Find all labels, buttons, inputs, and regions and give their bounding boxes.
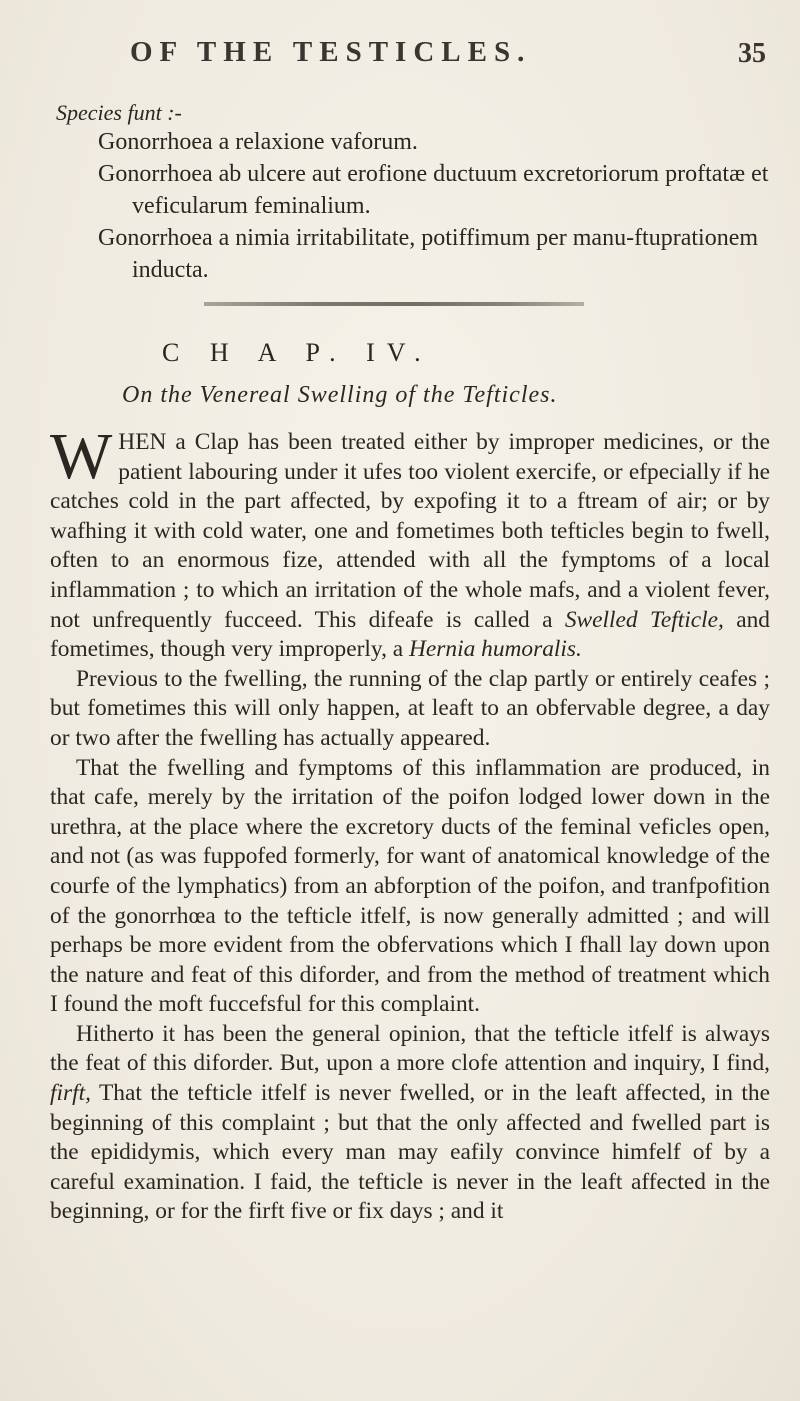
italic-term: firft, [50,1080,91,1107]
italic-term: Swelled Tefticle, [564,606,724,633]
ornamental-rule [204,302,584,306]
list-item: Gonorrhoea a nimia irritabilitate, potiffimum per manu-ftuprationem inducta. [98,225,759,283]
italic-term: Hernia humoralis. [409,636,582,663]
list-item: Gonorrhoea ab ulcere aut erofione ductuum excretoriorum proftatæ et veficularum feminalium. [98,161,769,219]
species-heading: Species funt :- [56,100,182,125]
chapter-title: On the Venereal Swelling of the Tefticles. [122,382,558,408]
paragraph-text: Hitherto it has been the general opinion, that the tefticle itfelf is always the feat of this diforder. But, upon a more clofe attention and inquiry, I find, [50,1020,770,1077]
body-text [50,420,770,1227]
paragraph-text: That the tefticle itfelf is never fwelled, or in the leaft affected, in the beginning of this complaint ; but that the only affected and fwelled part is the epididymis, which every man may eafily convince himfelf of by a careful examination. I faid, the tefticle is never in the leaft affected in the beginning, or for the firft five or fix days ; and it [50,1080,770,1225]
paragraph: That the fwelling and fymptoms of this inflammation are produced, in that cafe, merely by the irritation of the poifon lodged lower down in the urethra, at the place where the excretory ducts of the feminal veficles open, and not (as was fuppofed formerly, for want of anatomical knowledge of the courfe of the lymphatics) from an abforption of the poifon, and tranfpofition of the gonorrhœa to the tefticle itfelf, is now generally admitted ; and will perhaps be more evident from the obfervations which I fhall lay down upon the nature and feat of this diforder, and from the method of treatment which I found the moft fuccefsful for this complaint. [50,754,770,1018]
paragraph [50,420,770,665]
paragraph-text: and fometimes, though very improperly, a [50,606,770,663]
running-title: OF THE TESTICLES. [130,36,532,68]
list-item: Gonorrhoea a relaxione vaforum. [98,129,418,155]
paragraph [50,1020,770,1227]
paragraph: Previous to the fwelling, the running of the clap partly or entirely ceafes ; but fometimes this will only happen, at leaft to an obfervable degree, a day or two after the fwelling has actually appeared. [50,665,770,751]
species-list [98,126,778,286]
drop-cap: W [50,420,113,493]
page-number: 35 [738,38,766,69]
chapter-label: C H A P. IV. [162,338,433,367]
paragraph-text: HEN a Clap has been treated either by improper medicines, or the patient labouring under it ufes too violent exercife, or efpecially if he catches cold in the part affected, by expofing it to a ftream of air; or by wafhing it with cold water, one and fometimes both tefticles begin to fwell, often to an enormous fize, attended with all the fymptoms of a local inflammation ; to which an irritation of the whole mafs, and a violent fever, not unfrequently fucceed. This difeafe is called a [50,429,770,633]
